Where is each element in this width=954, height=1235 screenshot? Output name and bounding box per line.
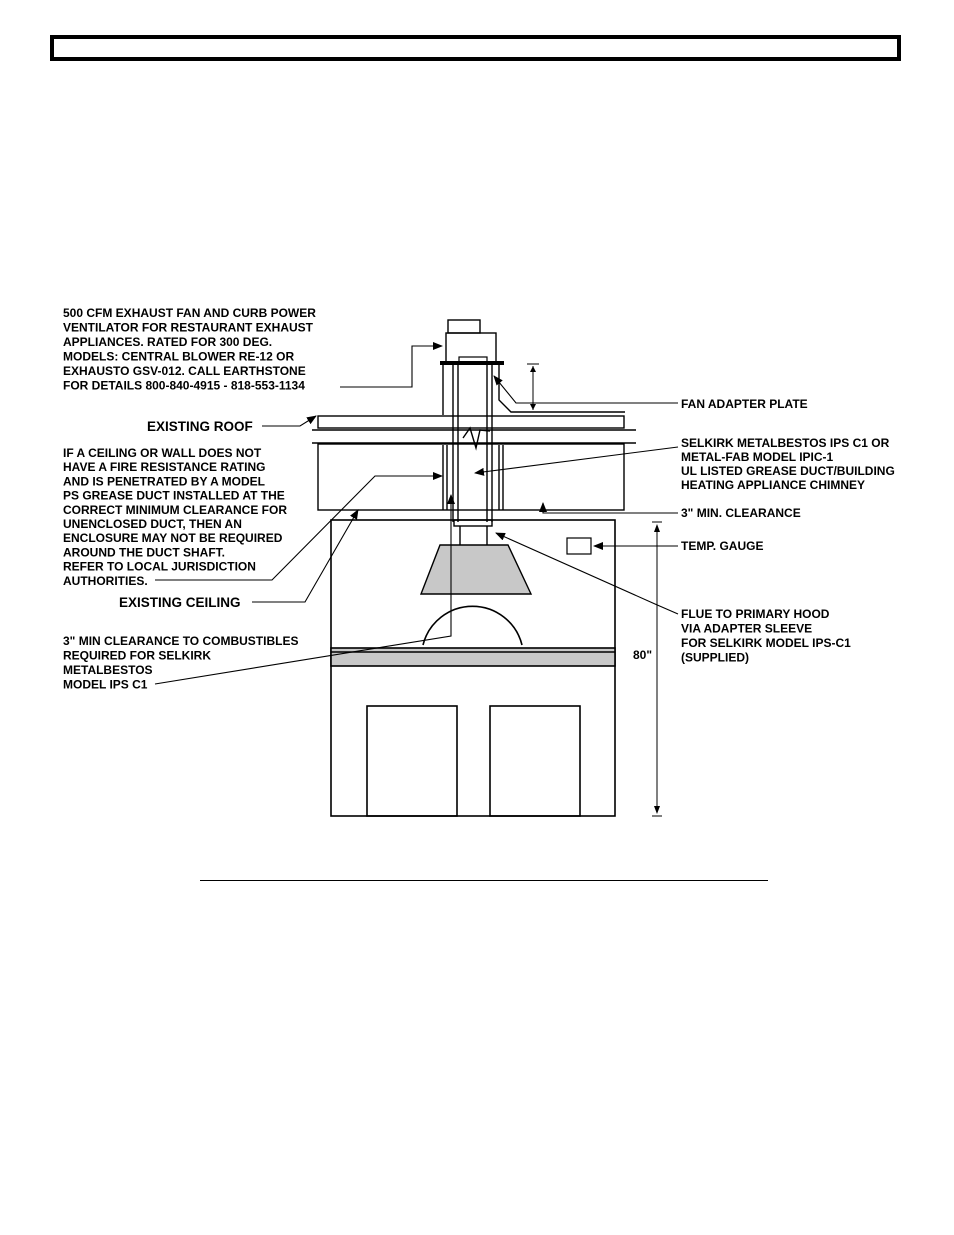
existing-ceiling-label: EXISTING CEILING xyxy=(119,595,241,610)
fan-top-cap xyxy=(448,320,480,333)
leader-min-clearance xyxy=(543,503,678,513)
roof-curb-right xyxy=(499,363,625,412)
existing-roof-label: EXISTING ROOF xyxy=(147,419,253,434)
fan-adapter-plate-label: FAN ADAPTER PLATE xyxy=(681,397,808,411)
primary-hood xyxy=(421,545,531,594)
ceiling-wall-note-label: IF A CEILING OR WALL DOES NOT HAVE A FIRE RESISTANCE RATING AND IS PENETRATED BY A MODEL PS GREASE DUCT INSTALLED AT THE CORRECT MINIMUM CLEARANCE FOR UNENCLOSED DUCT, THEN AN ENCLOSURE MAY NOT BE REQUIRED AROUND THE DUCT SHAFT. REFER TO LOCAL JURISDICTION AUTHORITIES. xyxy=(63,446,287,588)
exhaust-fan-unit xyxy=(446,333,496,363)
leader-selkirk-duct xyxy=(475,447,678,473)
hearth-counter xyxy=(331,648,615,666)
temp-gauge-box xyxy=(567,538,591,554)
leader-exhaust-fan xyxy=(340,346,442,387)
curb-dim-arrow-down xyxy=(530,404,536,410)
leader-flue xyxy=(496,533,678,614)
clearance-combustibles-label: 3" MIN CLEARANCE TO COMBUSTIBLES REQUIRED FOR SELKIRK METALBESTOS MODEL IPS C1 xyxy=(63,634,299,692)
cabinet-door-right xyxy=(490,706,580,816)
height-dim-arrow-down xyxy=(654,806,660,814)
flue-note-label: FLUE TO PRIMARY HOOD VIA ADAPTER SLEEVE FOR SELKIRK MODEL IPS-C1 (SUPPLIED) xyxy=(681,607,851,665)
temp-gauge-label: TEMP. GAUGE xyxy=(681,539,764,553)
leader-existing-ceiling xyxy=(252,510,358,602)
existing-roof xyxy=(318,416,624,428)
exhaust-fan-label: 500 CFM EXHAUST FAN AND CURB POWER VENTILATOR FOR RESTAURANT EXHAUST APPLIANCES. RATED FOR 300 DEG. MODELS: CENTRAL BLOWER RE-12 OR EXHAUSTO GSV-012. CALL EARTHSTONE FOR DETAILS 800-840-4915 - 818-553-1134 xyxy=(63,306,316,393)
duct-break-mark xyxy=(463,428,490,448)
height-dim-arrow-up xyxy=(654,524,660,532)
leader-fan-adapter-plate xyxy=(494,376,678,403)
bottom-divider-rule xyxy=(200,880,768,881)
cabinet-door-left xyxy=(367,706,457,816)
curb-dim-arrow-up xyxy=(530,366,536,372)
leader-existing-roof xyxy=(262,416,316,426)
height-dimension-label: 80" xyxy=(633,648,653,662)
min-clearance-label: 3" MIN. CLEARANCE xyxy=(681,506,801,520)
selkirk-duct-label: SELKIRK METALBESTOS IPS C1 OR METAL-FAB MODEL IPIC-1 UL LISTED GREASE DUCT/BUILDING HEATING APPLIANCE CHIMNEY xyxy=(681,436,895,492)
existing-ceiling-space xyxy=(318,444,624,510)
oven-dome xyxy=(423,606,522,645)
